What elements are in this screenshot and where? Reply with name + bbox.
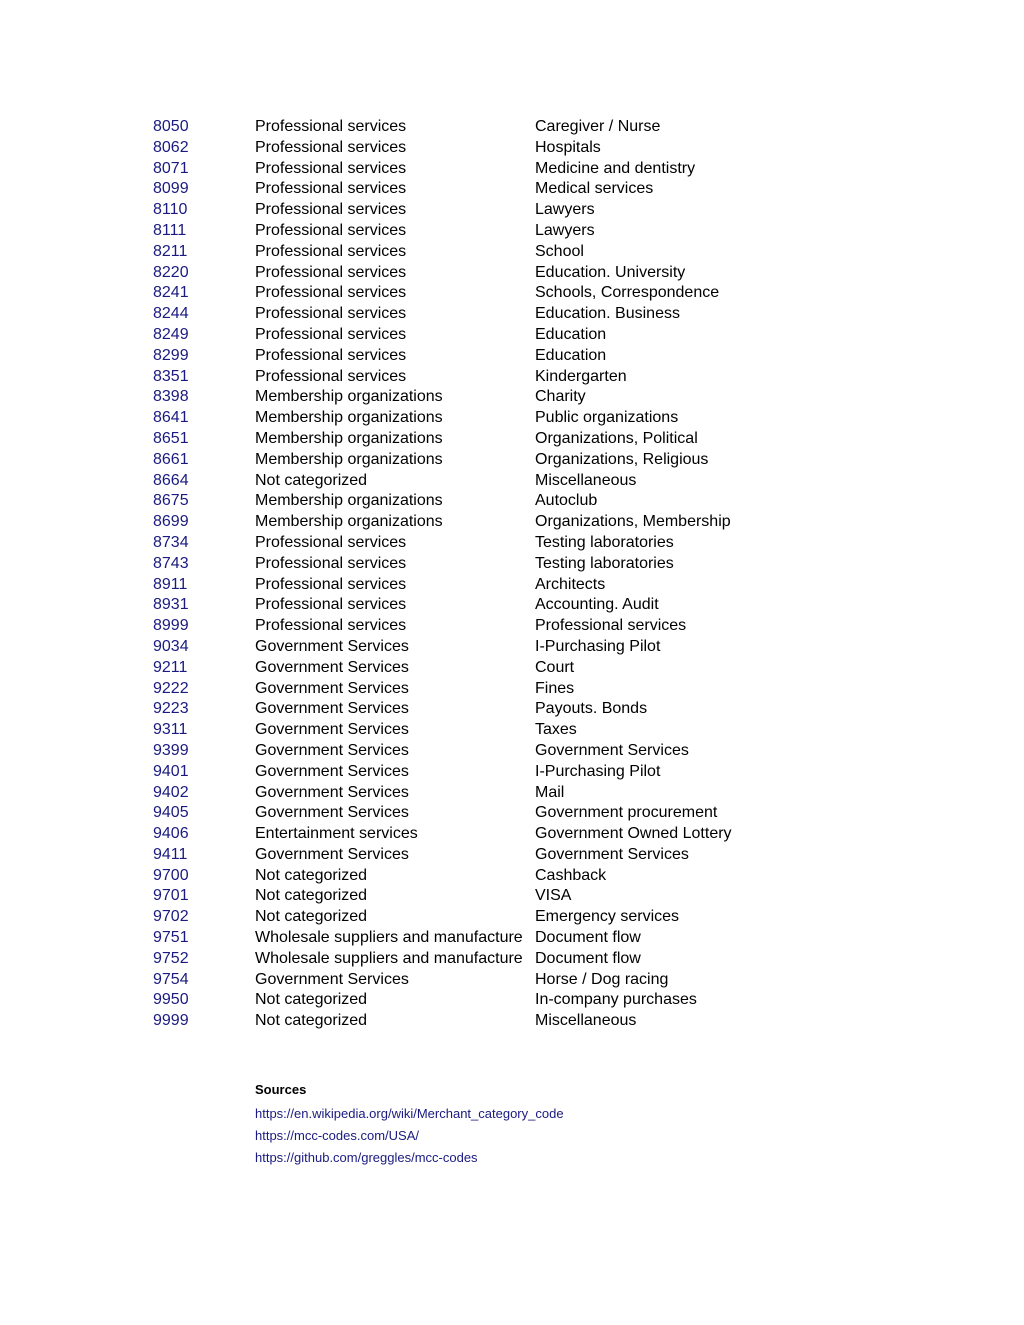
category-cell: Government Services bbox=[255, 970, 409, 988]
mcc-code-link[interactable]: 8641 bbox=[153, 409, 189, 427]
mcc-code-link[interactable]: 9401 bbox=[153, 762, 189, 780]
table-row bbox=[153, 595, 773, 616]
description-cell: Document flow bbox=[535, 929, 641, 947]
mcc-code-link[interactable]: 8931 bbox=[153, 596, 189, 614]
description-cell: Hospitals bbox=[535, 138, 601, 156]
description-cell: Fines bbox=[535, 679, 575, 697]
mcc-code-link[interactable]: 8211 bbox=[153, 242, 188, 260]
description-cell: Mail bbox=[535, 783, 565, 801]
description-cell: Miscellaneous bbox=[535, 471, 637, 489]
category-cell: Professional services bbox=[255, 284, 407, 302]
table-row bbox=[153, 159, 773, 180]
mcc-code-link[interactable]: 9702 bbox=[153, 908, 189, 926]
mcc-code-link[interactable]: 9752 bbox=[153, 949, 189, 967]
category-cell: Professional services bbox=[255, 263, 407, 281]
mcc-code-link[interactable]: 8734 bbox=[153, 533, 189, 551]
mcc-code-link[interactable]: 8244 bbox=[153, 305, 189, 323]
table-row bbox=[153, 242, 773, 263]
table-row bbox=[153, 283, 773, 304]
category-cell: Government Services bbox=[255, 637, 409, 655]
mcc-code-link[interactable]: 9211 bbox=[153, 658, 188, 676]
mcc-code-table bbox=[153, 117, 773, 1032]
category-cell: Entertainment services bbox=[255, 825, 418, 843]
description-cell: Taxes bbox=[535, 721, 577, 739]
description-cell: Lawyers bbox=[535, 201, 595, 219]
table-row bbox=[153, 824, 773, 845]
mcc-code-link[interactable]: 9223 bbox=[153, 700, 189, 718]
category-cell: Not categorized bbox=[255, 1012, 368, 1030]
sources-section bbox=[255, 1081, 564, 1169]
category-cell: Professional services bbox=[255, 554, 407, 572]
category-cell: Professional services bbox=[255, 201, 407, 219]
mcc-code-link[interactable]: 9999 bbox=[153, 1012, 189, 1030]
table-row bbox=[153, 990, 773, 1011]
table-row bbox=[153, 512, 773, 533]
category-cell: Not categorized bbox=[255, 866, 368, 884]
category-cell: Professional services bbox=[255, 533, 407, 551]
category-cell: Wholesale suppliers and manufacture bbox=[255, 949, 523, 967]
table-row bbox=[153, 803, 773, 824]
description-cell: I-Purchasing Pilot bbox=[535, 637, 661, 655]
table-row bbox=[153, 179, 773, 200]
table-row bbox=[153, 387, 773, 408]
table-row bbox=[153, 616, 773, 637]
table-row bbox=[153, 429, 773, 450]
description-cell: Education bbox=[535, 346, 607, 364]
description-cell: Organizations, Religious bbox=[535, 450, 709, 468]
mcc-code-link[interactable]: 8071 bbox=[153, 159, 189, 177]
category-cell: Not categorized bbox=[255, 908, 368, 926]
category-cell: Professional services bbox=[255, 305, 407, 323]
description-cell: Charity bbox=[535, 388, 586, 406]
description-cell: Kindergarten bbox=[535, 367, 627, 385]
category-cell: Professional services bbox=[255, 617, 407, 635]
description-cell: Caregiver / Nurse bbox=[535, 118, 661, 135]
category-cell: Professional services bbox=[255, 242, 407, 260]
description-cell: Organizations, Membership bbox=[535, 513, 731, 531]
description-cell: Miscellaneous bbox=[535, 1012, 637, 1030]
description-cell: Payouts. Bonds bbox=[535, 700, 648, 718]
category-cell: Membership organizations bbox=[255, 429, 443, 447]
table-row bbox=[153, 304, 773, 325]
description-cell: School bbox=[535, 242, 584, 260]
category-cell: Government Services bbox=[255, 845, 409, 863]
table-row bbox=[153, 554, 773, 575]
category-cell: Government Services bbox=[255, 762, 409, 780]
mcc-code-link[interactable]: 8743 bbox=[153, 554, 189, 572]
sources-heading: Sources bbox=[255, 1082, 307, 1097]
category-cell: Membership organizations bbox=[255, 513, 443, 531]
description-cell: In-company purchases bbox=[535, 991, 697, 1009]
table-row bbox=[153, 762, 773, 783]
category-cell: Professional services bbox=[255, 346, 407, 364]
mcc-code-link[interactable]: 8351 bbox=[153, 367, 189, 385]
mcc-code-link[interactable]: 8062 bbox=[153, 138, 189, 156]
table-row bbox=[153, 679, 773, 700]
mcc-code-link[interactable]: 9751 bbox=[153, 929, 189, 947]
mcc-code-link[interactable]: 8999 bbox=[153, 617, 189, 635]
table-row bbox=[153, 949, 773, 970]
table-row bbox=[153, 325, 773, 346]
table-row bbox=[153, 741, 773, 762]
description-cell: Schools, Correspondence bbox=[535, 284, 720, 302]
description-cell: Professional services bbox=[535, 617, 687, 635]
category-cell: Professional services bbox=[255, 118, 407, 135]
table-row bbox=[153, 928, 773, 949]
table-row bbox=[153, 491, 773, 512]
table-row bbox=[153, 970, 773, 991]
table-row bbox=[153, 637, 773, 658]
description-cell: Accounting. Audit bbox=[535, 596, 659, 614]
source-link-mcc-codes[interactable]: https://mcc-codes.com/USA/ bbox=[255, 1128, 419, 1143]
table-row bbox=[153, 221, 773, 242]
table-row bbox=[153, 346, 773, 367]
mcc-code-link[interactable]: 9399 bbox=[153, 741, 189, 759]
description-cell: Cashback bbox=[535, 866, 607, 884]
category-cell: Government Services bbox=[255, 741, 409, 759]
category-cell: Professional services bbox=[255, 159, 407, 177]
description-cell: I-Purchasing Pilot bbox=[535, 762, 661, 780]
mcc-code-link[interactable]: 9405 bbox=[153, 804, 189, 822]
description-cell: Medicine and dentistry bbox=[535, 159, 696, 177]
table-row bbox=[153, 471, 773, 492]
table-row bbox=[153, 699, 773, 720]
table-row bbox=[153, 367, 773, 388]
mcc-code-link[interactable]: 9311 bbox=[153, 721, 188, 739]
table-row bbox=[153, 138, 773, 159]
table-row bbox=[153, 450, 773, 471]
mcc-code-link[interactable]: 8299 bbox=[153, 346, 189, 364]
category-cell: Membership organizations bbox=[255, 450, 443, 468]
description-cell: Autoclub bbox=[535, 492, 598, 510]
category-cell: Professional services bbox=[255, 575, 407, 593]
category-cell: Professional services bbox=[255, 138, 407, 156]
mcc-code-link[interactable]: 8651 bbox=[153, 429, 189, 447]
table-row bbox=[153, 845, 773, 866]
mcc-code-link[interactable]: 9034 bbox=[153, 637, 189, 655]
category-cell: Not categorized bbox=[255, 991, 368, 1009]
category-cell: Government Services bbox=[255, 804, 409, 822]
mcc-code-link[interactable]: 9950 bbox=[153, 991, 189, 1009]
mcc-code-link[interactable]: 8241 bbox=[153, 284, 189, 302]
table-row bbox=[153, 408, 773, 429]
mcc-code-link[interactable]: 8220 bbox=[153, 263, 189, 281]
description-cell: Testing laboratories bbox=[535, 554, 674, 572]
description-cell: Education. Business bbox=[535, 305, 680, 323]
mcc-code-link[interactable]: 8699 bbox=[153, 513, 189, 531]
category-cell: Professional services bbox=[255, 221, 407, 239]
description-cell: Government Owned Lottery bbox=[535, 825, 732, 843]
description-cell: Architects bbox=[535, 575, 606, 593]
mcc-code-link[interactable]: 9700 bbox=[153, 866, 189, 884]
category-cell: Government Services bbox=[255, 679, 409, 697]
mcc-code-link[interactable]: 9411 bbox=[153, 845, 188, 863]
table-row bbox=[153, 866, 773, 887]
category-cell: Government Services bbox=[255, 700, 409, 718]
description-cell: Horse / Dog racing bbox=[535, 970, 669, 988]
mcc-code-link[interactable]: 8664 bbox=[153, 471, 189, 489]
mcc-code-link[interactable]: 9406 bbox=[153, 825, 189, 843]
table-row bbox=[153, 575, 773, 596]
mcc-code-link[interactable]: 8110 bbox=[153, 201, 188, 219]
table-row bbox=[153, 533, 773, 554]
category-cell: Professional services bbox=[255, 596, 407, 614]
category-cell: Not categorized bbox=[255, 887, 368, 905]
description-cell: Testing laboratories bbox=[535, 533, 674, 551]
mcc-code-link[interactable]: 9402 bbox=[153, 783, 189, 801]
table-row bbox=[153, 263, 773, 284]
mcc-code-link[interactable]: 8099 bbox=[153, 180, 189, 198]
mcc-code-link[interactable]: 8675 bbox=[153, 492, 189, 510]
mcc-code-link[interactable]: 8111 bbox=[153, 221, 187, 239]
description-cell: Government Services bbox=[535, 845, 689, 863]
description-cell: Document flow bbox=[535, 949, 641, 967]
description-cell: Emergency services bbox=[535, 908, 680, 926]
category-cell: Professional services bbox=[255, 180, 407, 198]
category-cell: Government Services bbox=[255, 658, 409, 676]
mcc-code-link[interactable]: 9754 bbox=[153, 970, 189, 988]
source-link-wikipedia[interactable]: https://en.wikipedia.org/wiki/Merchant_category_code bbox=[255, 1106, 564, 1121]
description-cell: Education. University bbox=[535, 263, 686, 281]
description-cell: Government Services bbox=[535, 741, 689, 759]
table-row bbox=[153, 907, 773, 928]
mcc-code-link[interactable]: 8398 bbox=[153, 388, 189, 406]
mcc-code-link[interactable]: 8661 bbox=[153, 450, 189, 468]
category-cell: Professional services bbox=[255, 367, 407, 385]
table-row bbox=[153, 658, 773, 679]
category-cell: Membership organizations bbox=[255, 409, 443, 427]
mcc-code-link[interactable]: 8050 bbox=[153, 118, 189, 135]
mcc-code-link[interactable]: 9222 bbox=[153, 679, 189, 697]
table-row bbox=[153, 720, 773, 741]
category-cell: Membership organizations bbox=[255, 388, 443, 406]
source-link-github[interactable]: https://github.com/greggles/mcc-codes bbox=[255, 1150, 478, 1165]
description-cell: Organizations, Political bbox=[535, 429, 698, 447]
description-cell: Medical services bbox=[535, 180, 654, 198]
mcc-code-link[interactable]: 8911 bbox=[153, 575, 188, 593]
description-cell: Court bbox=[535, 658, 575, 676]
description-cell: Lawyers bbox=[535, 221, 595, 239]
category-cell: Membership organizations bbox=[255, 492, 443, 510]
mcc-code-link[interactable]: 9701 bbox=[153, 887, 189, 905]
description-cell: Education bbox=[535, 325, 607, 343]
category-cell: Government Services bbox=[255, 721, 409, 739]
table-row bbox=[153, 117, 773, 138]
description-cell: Public organizations bbox=[535, 409, 679, 427]
category-cell: Government Services bbox=[255, 783, 409, 801]
category-cell: Wholesale suppliers and manufacture bbox=[255, 929, 523, 947]
description-cell: VISA bbox=[535, 887, 572, 905]
category-cell: Professional services bbox=[255, 325, 407, 343]
table-row bbox=[153, 1011, 773, 1032]
category-cell: Not categorized bbox=[255, 471, 368, 489]
table-row bbox=[153, 200, 773, 221]
table-row bbox=[153, 783, 773, 804]
mcc-code-link[interactable]: 8249 bbox=[153, 325, 189, 343]
table-row bbox=[153, 886, 773, 907]
description-cell: Government procurement bbox=[535, 804, 718, 822]
